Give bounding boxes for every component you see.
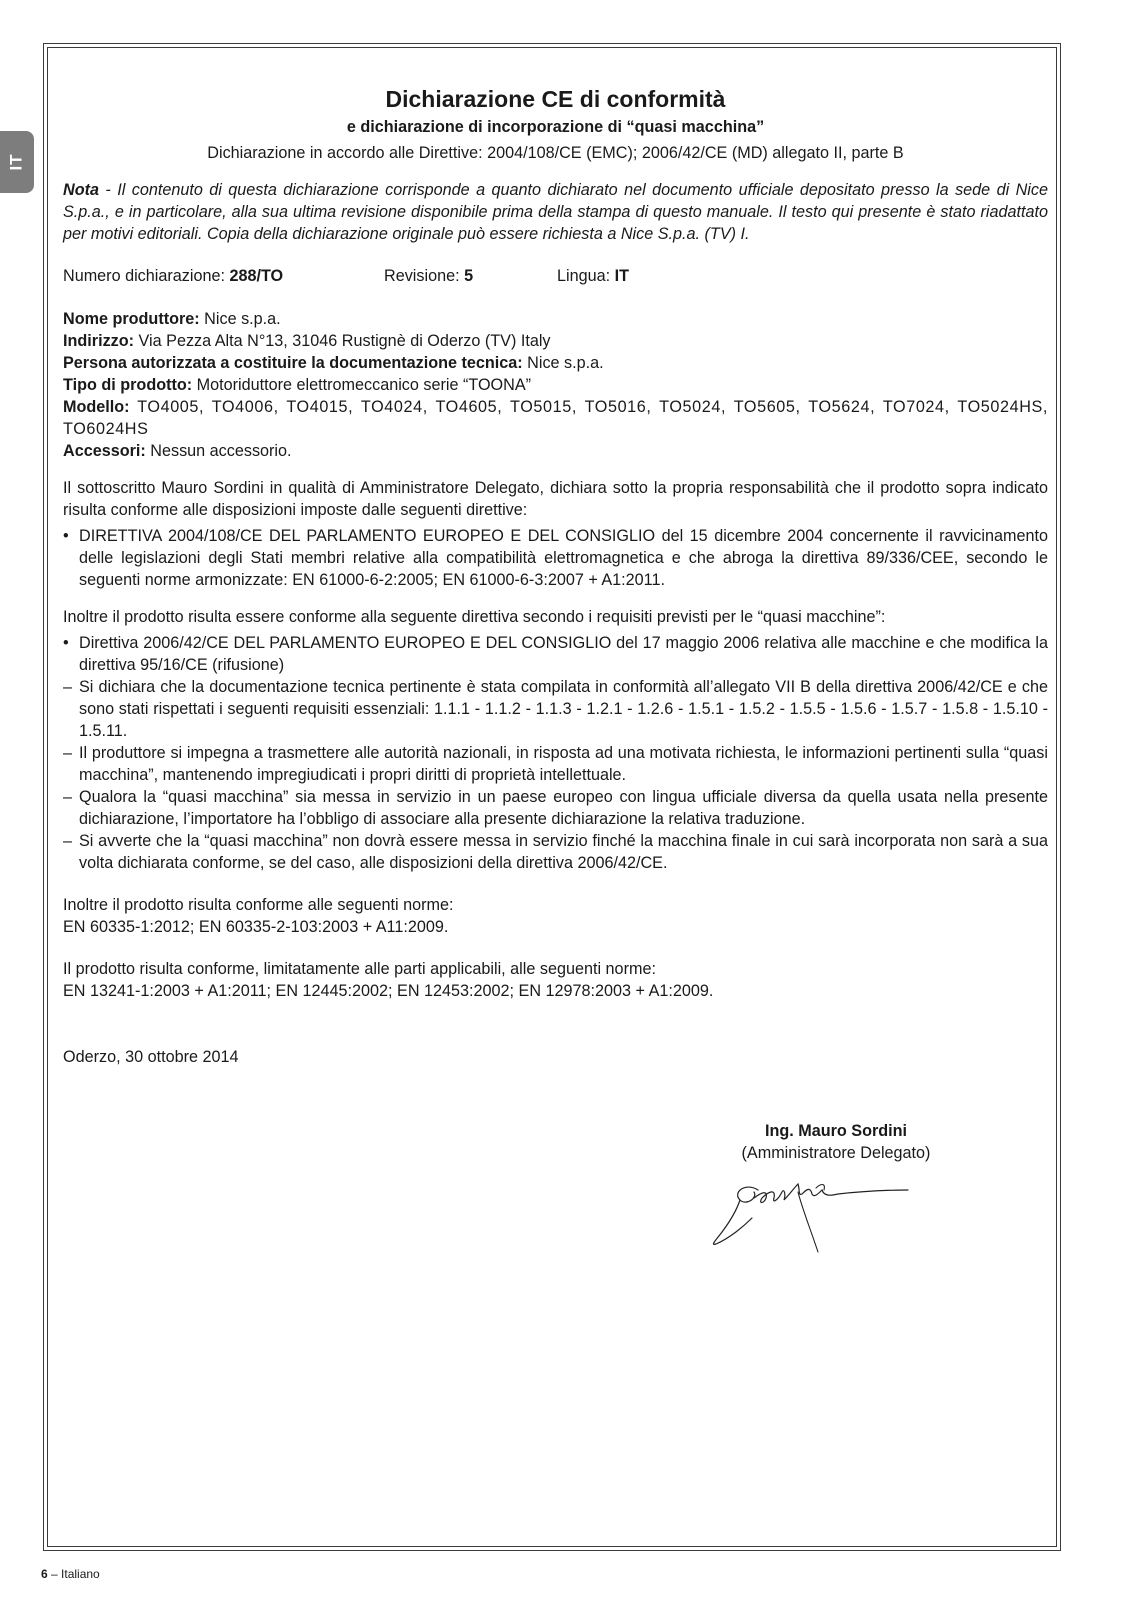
address-label: Indirizzo: xyxy=(63,332,135,350)
note-paragraph xyxy=(63,179,1048,245)
accessories-line xyxy=(63,440,1048,462)
note-label: Nota xyxy=(63,181,99,199)
list-item xyxy=(63,786,1048,830)
footer-separator: – xyxy=(47,1567,62,1581)
machinery-intro: Inoltre il prodotto risulta essere conforme alla seguente direttiva secondo i requisiti previsti per le “quasi macchine”: xyxy=(63,608,886,626)
model-label: Modello: xyxy=(63,398,130,416)
authorized-person-value: Nice s.p.a. xyxy=(522,354,604,372)
page-number: 6 xyxy=(41,1567,48,1581)
revision-value: 5 xyxy=(464,267,474,285)
address-value: Via Pezza Alta N°13, 31046 Rustignè di Oderzo (TV) Italy xyxy=(134,332,551,350)
list-item xyxy=(63,676,1048,742)
emc-directive-list xyxy=(63,525,1048,591)
dash-icon: – xyxy=(63,832,73,850)
address-line xyxy=(63,330,1048,352)
product-type-line xyxy=(63,374,1048,396)
document-title: Dichiarazione CE di conformità xyxy=(385,86,726,112)
list-item-text: Il produttore si impegna a trasmettere alle autorità nazionali, in risposta ad una motivata richiesta, le informazioni pertinenti sulla “quasi macchina”, mantenendo impregiudicati i propri diritti di proprietà intellettuale. xyxy=(79,744,1048,784)
signer-name: Ing. Mauro Sordini xyxy=(764,1122,908,1140)
accessories-value: Nessun accessorio. xyxy=(145,442,292,460)
directives-line: Dichiarazione in accordo alle Direttive: 2004/108/CE (EMC); 2006/42/CE (MD) allegato II, parte B xyxy=(207,144,904,162)
place-and-date: Oderzo, 30 ottobre 2014 xyxy=(63,1048,239,1066)
manufacturer-line xyxy=(63,308,1048,330)
manufacturer-label: Nome produttore: xyxy=(63,310,200,328)
standards-intro: Inoltre il prodotto risulta conforme alle seguenti norme: xyxy=(63,896,454,914)
document-subtitle: e dichiarazione di incorporazione di “quasi macchina” xyxy=(346,118,765,136)
language-tab xyxy=(0,131,34,193)
dash-icon: – xyxy=(63,678,73,696)
standards-block xyxy=(63,894,1048,938)
applicable-standards-list: EN 13241-1:2003 + A1:2011; EN 12445:2002; EN 12453:2002; EN 12978:2003 + A1:2009. xyxy=(63,982,714,1000)
list-item xyxy=(63,525,1048,591)
model-value: TO4005, TO4006, TO4015, TO4024, TO4605, TO5015, TO5016, TO5024, TO5605, TO5624, TO7024, TO5024HS, TO6024HS xyxy=(63,398,1048,438)
language xyxy=(557,265,629,287)
declaration-body xyxy=(63,84,1048,1068)
list-item xyxy=(63,742,1048,786)
bullet-icon: • xyxy=(63,527,69,545)
applicable-standards-block xyxy=(63,958,1048,1002)
revision-label: Revisione: xyxy=(384,267,465,285)
list-item-text: Si dichiara che la documentazione tecnica pertinente è stata compilata in conformità all’allegato VII B della direttiva 2006/42/CE e che sono stati rispettati i seguenti requisiti essenziali: 1.1.1 - 1.1.2 - 1.1.3 - 1.2.1 - 1.2.6 - 1.5.1 - 1.5.2 - 1.5.5 - 1.5.6 - 1.5.7 - 1.5.8 - 1.5.10 - 1.5.11. xyxy=(79,678,1048,740)
note-text: - Il contenuto di questa dichiarazione corrisponde a quanto dichiarato nel documento ufficiale depositato presso la sede di Nice S.p.a., e in particolare, alla sua ultima revisione disponibile prima della stampa di questo manuale. Il testo qui presente è stato riadattato per motivi editoriali. Copia della dichiarazione originale può essere richiesta a Nice S.p.a. (TV) I. xyxy=(63,181,1048,243)
handwritten-signature xyxy=(706,1168,916,1258)
list-item-text: Si avverte che la “quasi macchina” non dovrà essere messa in servizio finché la macchina finale in cui sarà incorporata non sarà a sua volta dichiarata conforme, se del caso, alle disposizioni della direttiva 2006/42/CE. xyxy=(79,832,1048,872)
signer-block xyxy=(731,1120,941,1164)
authorized-person-label: Persona autorizzata a costituire la documentazione tecnica: xyxy=(63,354,523,372)
declaration-number-value: 288/TO xyxy=(229,267,284,285)
language-label: Lingua: xyxy=(557,267,615,285)
authorized-person-line xyxy=(63,352,1048,374)
declaration-number-label: Numero dichiarazione: xyxy=(63,267,230,285)
model-line xyxy=(63,396,1048,440)
product-info xyxy=(63,308,1048,462)
emc-directive-text: DIRETTIVA 2004/108/CE DEL PARLAMENTO EUROPEO E DEL CONSIGLIO del 15 dicembre 2004 concernente il ravvicinamento delle legislazioni degli Stati membri relative alla compatibilità elettromagnetica e che abroga la direttiva 89/336/CEE, secondo le seguenti norme armonizzate: EN 61000-6-2:2005; EN 61000-6-3:2007 + A1:2011. xyxy=(79,527,1048,589)
list-item xyxy=(63,632,1048,676)
footer-language: Italiano xyxy=(61,1567,100,1581)
manufacturer-value: Nice s.p.a. xyxy=(199,310,281,328)
revision xyxy=(384,265,557,287)
dash-icon: – xyxy=(63,744,73,762)
declaration-number xyxy=(63,265,384,287)
accessories-label: Accessori: xyxy=(63,442,146,460)
list-item-text: Qualora la “quasi macchina” sia messa in servizio in un paese europeo con lingua ufficiale diversa da quella usata nella presente dichiarazione, l’importatore ha l’obbligo di associare alla presente dichiarazione la relativa traduzione. xyxy=(79,788,1048,828)
undersigned-statement: Il sottoscritto Mauro Sordini in qualità di Amministratore Delegato, dichiara sotto la propria responsabilità che il prodotto sopra indicato risulta conforme alle disposizioni imposte dalle seguenti direttive: xyxy=(63,479,1048,519)
standards-list: EN 60335-1:2012; EN 60335-2-103:2003 + A11:2009. xyxy=(63,918,449,936)
applicable-standards-intro: Il prodotto risulta conforme, limitatamente alle parti applicabili, alle seguenti norme: xyxy=(63,960,656,978)
signer-role: (Amministratore Delegato) xyxy=(741,1144,931,1162)
declaration-meta-row xyxy=(63,265,1048,287)
product-type-value: Motoriduttore elettromeccanico serie “TOONA” xyxy=(192,376,532,394)
bullet-icon: • xyxy=(63,634,69,652)
machinery-requirements-list xyxy=(63,632,1048,874)
list-item-text: Direttiva 2006/42/CE DEL PARLAMENTO EUROPEO E DEL CONSIGLIO del 17 maggio 2006 relativa alle macchine e che modifica la direttiva 95/16/CE (rifusione) xyxy=(79,634,1048,674)
dash-icon: – xyxy=(63,788,73,806)
page-footer xyxy=(41,1567,100,1581)
list-item xyxy=(63,830,1048,874)
language-value: IT xyxy=(614,267,629,285)
language-tab-label: IT xyxy=(6,153,26,171)
product-type-label: Tipo di prodotto: xyxy=(63,376,193,394)
